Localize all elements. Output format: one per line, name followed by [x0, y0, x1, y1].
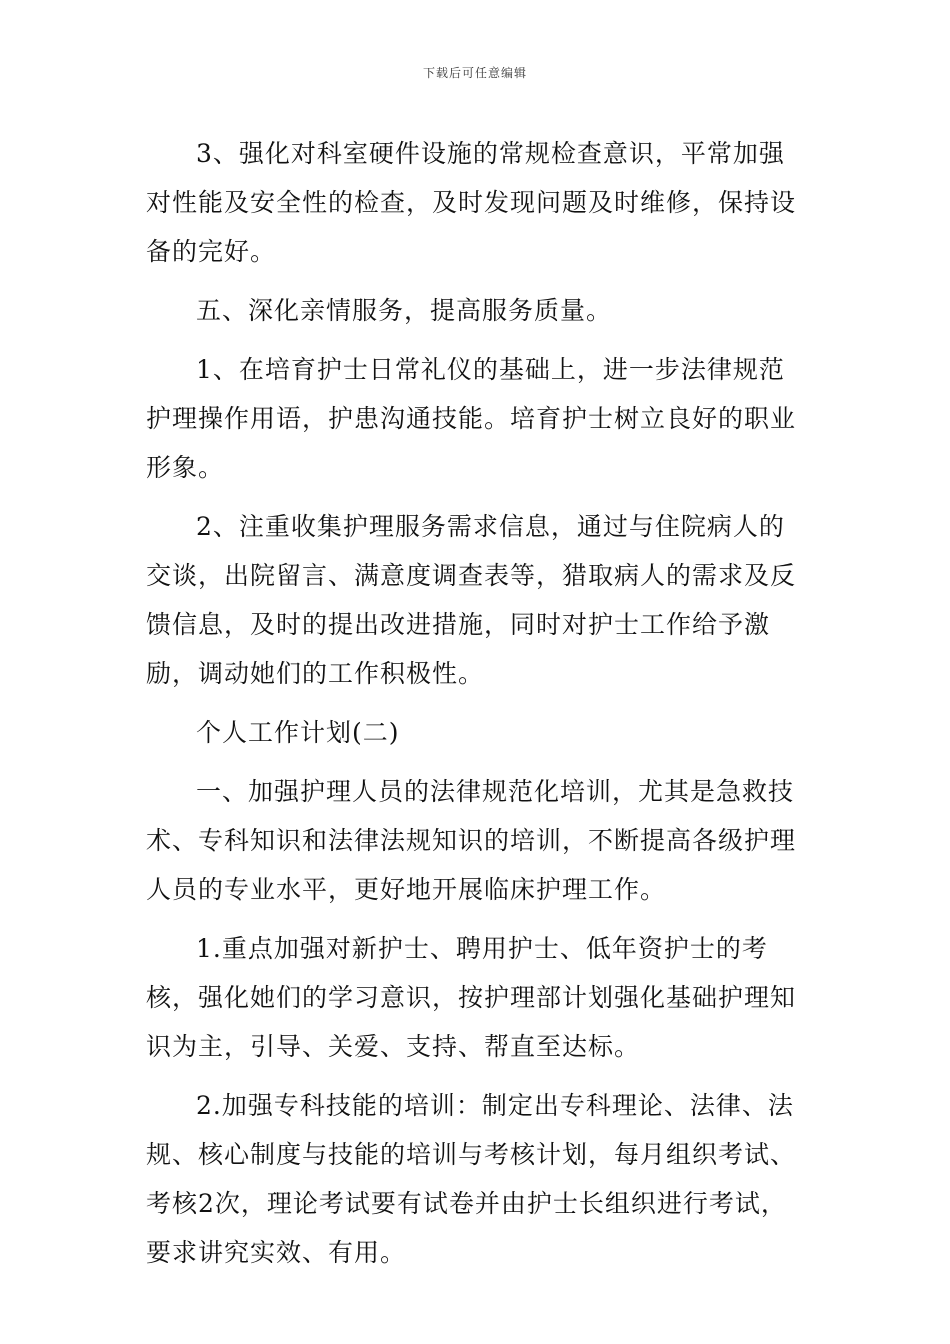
paragraph: 1、在培育护士日常礼仪的基础上，进一步法律规范护理操作用语，护患沟通技能。培育护士树立良好的职业形象。	[146, 355, 797, 482]
page-header: 下载后可任意编辑	[422, 66, 527, 80]
section-heading: 一、加强护理人员的法律规范化培训，尤其是急救技术、专科知识和法律法规知识的培训，不断提高各级护理人员的专业水平，更好地开展临床护理工作。	[146, 777, 797, 904]
section-title: 个人工作计划(二)	[196, 718, 400, 747]
section-heading: 五、深化亲情服务，提高服务质量。	[196, 296, 613, 325]
paragraph: 1.重点加强对新护士、聘用护士、低年资护士的考核，强化她们的学习意识，按护理部计划强化基础护理知识为主，引导、关爱、支持、帮直至达标。	[146, 934, 797, 1061]
paragraph: 2.加强专科技能的培训：制定出专科理论、法律、法规、核心制度与技能的培训与考核计划，每月组织考试、考核2次，理论考试要有试卷并由护士长组织进行考试，要求讲究实效、有用。	[146, 1091, 797, 1267]
paragraph: 3、强化对科室硬件设施的常规检查意识，平常加强对性能及安全性的检查，及时发现问题及时维修，保持设备的完好。	[146, 139, 797, 266]
paragraph: 2、注重收集护理服务需求信息，通过与住院病人的交谈，出院留言、满意度调查表等，猎取病人的需求及反馈信息，及时的提出改进措施，同时对护士工作给予激励，调动她们的工作积极性。	[146, 512, 797, 688]
document-body	[146, 129, 806, 1287]
